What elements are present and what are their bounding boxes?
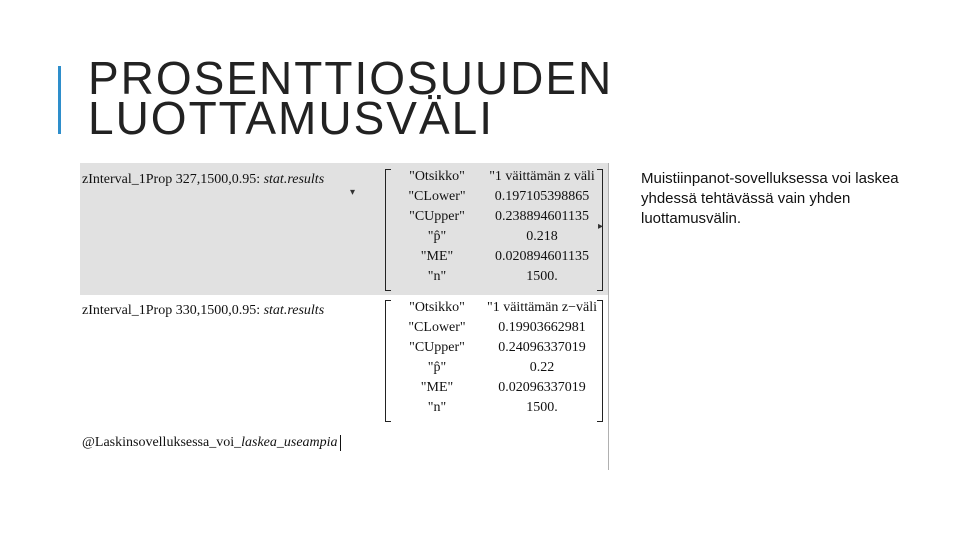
text-cursor [340, 435, 341, 451]
matrix-row [385, 209, 603, 229]
matrix-value: 1500. [526, 269, 558, 284]
notes-text: Muistiinpanot-sovelluksessa voi laskea yhdessä tehtävässä vain yhden luottamusvälin. [641, 170, 899, 227]
matrix-value: 0.19903662981 [498, 320, 586, 335]
title-line-2: LUOTTAMUSVÄLI [88, 92, 494, 144]
calculator-screenshot [80, 163, 610, 471]
page-title [88, 52, 614, 144]
matrix-value: 0.197105398865 [494, 189, 590, 204]
matrix-value: 0.238894601135 [495, 209, 589, 224]
matrix-key: "p̂" [427, 229, 447, 244]
matrix-value: 0.22 [529, 360, 555, 375]
matrix-row [385, 269, 603, 289]
calculator-frame-border [608, 163, 609, 470]
matrix-value: 0.24096337019 [498, 340, 586, 355]
matrix-row [385, 249, 603, 269]
matrix-value: 0.02096337019 [498, 380, 586, 395]
entry-text: @Laskinsovelluksessa_voi_ [82, 435, 242, 451]
matrix-key: "n" [427, 269, 447, 284]
matrix-row [385, 340, 603, 360]
matrix-key: "Otsikko" [409, 169, 465, 184]
matrix-key: "p̂" [427, 360, 447, 375]
entry-text-italic: laskea_useampia [241, 435, 338, 451]
title-accent-bar [58, 66, 61, 134]
matrix-row [385, 320, 603, 340]
matrix-row [385, 300, 603, 320]
matrix-key: "Otsikko" [409, 300, 465, 315]
command-variable: stat.results [263, 303, 325, 318]
matrix-row [385, 229, 603, 249]
title-line-1: PROSENTTIOSUUDEN [88, 52, 614, 104]
matrix-row [385, 400, 603, 420]
command-text: zInterval_1Prop 327,1500,0.95: [82, 172, 264, 187]
command-text: zInterval_1Prop 330,1500,0.95: [82, 303, 264, 318]
matrix-key: "n" [427, 400, 447, 415]
caret-down-icon: ▾ [350, 187, 356, 198]
caret-right-icon: ▸ [598, 221, 604, 232]
result-matrix-1 [385, 169, 603, 289]
matrix-value: "1 väittämän z väli [489, 169, 595, 184]
history-command-1 [82, 172, 324, 188]
matrix-key: "CLower" [408, 320, 466, 335]
matrix-key: "CUpper" [409, 340, 465, 355]
history-command-2 [82, 303, 324, 319]
matrix-row [385, 360, 603, 380]
matrix-row [385, 189, 603, 209]
matrix-value: "1 väittämän z−väli [486, 300, 598, 315]
matrix-row [385, 169, 603, 189]
matrix-key: "ME" [420, 249, 454, 264]
result-matrix-2 [385, 300, 603, 420]
matrix-value: 1500. [526, 400, 558, 415]
command-variable: stat.results [263, 172, 325, 187]
calculator-history-entry-2[interactable] [80, 297, 608, 421]
matrix-key: "ME" [420, 380, 454, 395]
calculator-history-entry-1[interactable] [80, 163, 608, 295]
matrix-value: 0.218 [526, 229, 558, 244]
matrix-key: "CUpper" [409, 209, 465, 224]
matrix-value: 0.020894601135 [495, 249, 589, 264]
matrix-key: "CLower" [408, 189, 466, 204]
calculator-entry-line[interactable] [82, 435, 341, 451]
matrix-row [385, 380, 603, 400]
